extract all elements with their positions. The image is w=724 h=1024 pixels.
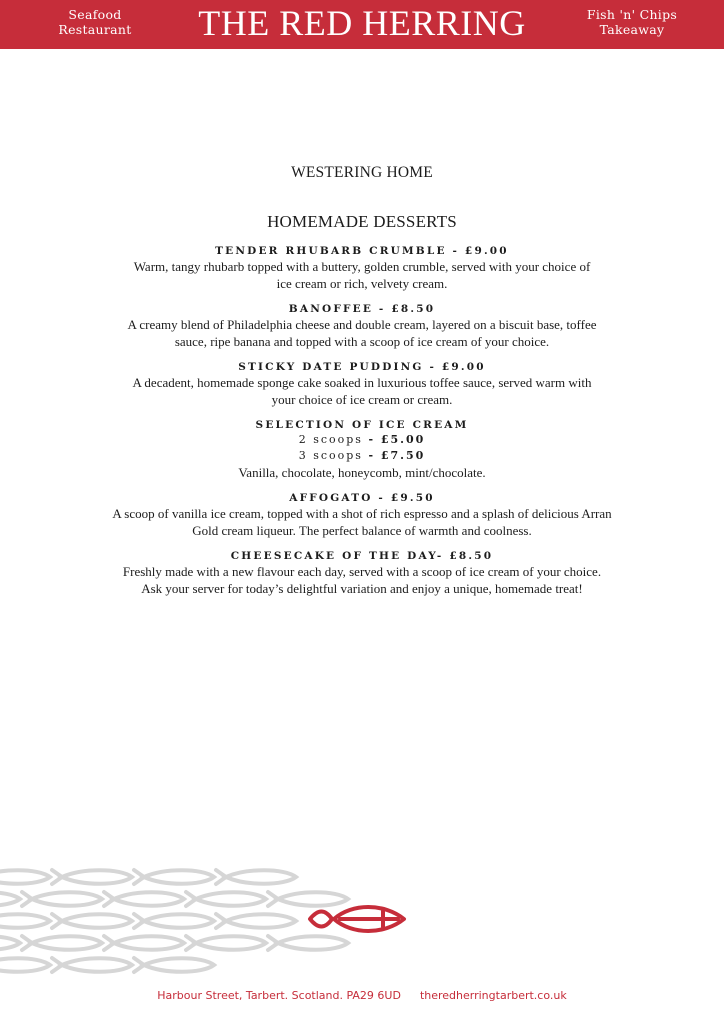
menu-item-rhubarb-crumble [0,244,724,292]
gray-fish-icon [52,958,132,972]
gray-fish-icon [0,958,50,972]
menu-item-description [0,464,724,481]
scoop-option-price: - £7.50 [368,449,426,462]
scoop-option-label: 3 scoops [298,449,363,462]
description-line: Vanilla, chocolate, honeycomb, mint/chocolate. [238,465,486,480]
gray-fish-icon [0,914,50,928]
restaurant-label [40,7,150,37]
description-line: A creamy blend of Philadelphia cheese and double cream, layered on a biscuit base, toffee [127,317,597,332]
description-line: ice cream or rich, velvety cream. [276,276,448,291]
section-title: WESTERING HOME [291,164,433,181]
gray-fish-icon [104,892,184,906]
menu-item-banoffee [0,302,724,350]
footer-website[interactable]: theredherringtarbert.co.uk [419,989,567,1002]
restaurant-label-line2: Restaurant [58,22,132,37]
menu-item-name: SELECTION OF ICE CREAM [255,419,469,431]
description-line: Gold cream liqueur. The perfect balance of warmth and coolness. [192,523,532,538]
menu-item-name: STICKY DATE PUDDING - £9.00 [238,361,486,373]
footer-address: Harbour Street, Tarbert. Scotland. PA29 6UD [157,989,401,1002]
gray-fish-icon [104,936,184,950]
menu-item-sticky-date-pudding [0,360,724,408]
menu-item-ice-cream [0,418,724,481]
menu-item-name: AFFOGATO - £9.50 [289,492,435,504]
scoop-option [0,448,724,464]
description-line: your choice of ice cream or cream. [271,392,453,407]
gray-fish-icon [22,936,102,950]
description-line: Warm, tangy rhubarb topped with a buttery, golden crumble, served with your choice of [133,259,591,274]
menu-item-description [0,374,724,408]
scoop-option [0,432,724,448]
takeaway-label-line2: Takeaway [599,22,665,37]
dessert-menu [0,162,724,597]
menu-item-name: BANOFFEE - £8.50 [288,303,436,315]
gray-fish-icon [0,936,20,950]
gray-fish-icon [216,870,296,884]
brand-title: THE RED HERRING [198,3,526,43]
gray-fish-icon [0,870,50,884]
description-line: A decadent, homemade sponge cake soaked in luxurious toffee sauce, served warm with [132,375,592,390]
gray-fish-icon [52,870,132,884]
footer [0,988,724,1004]
gray-fish-icon [22,892,102,906]
gray-fish-icon [268,936,348,950]
description-line: Freshly made with a new flavour each day, served with a scoop of ice cream of your choice. [122,564,602,579]
header-banner [0,0,724,49]
scoop-option-label: 2 scoops [298,433,363,446]
gray-fish-icon [268,892,348,906]
description-line: sauce, ripe banana and topped with a scoop of ice cream of your choice. [174,334,550,349]
gray-fish-icon [134,958,214,972]
gray-fish-icon [52,914,132,928]
gray-fish-icon [216,914,296,928]
red-fish-icon [310,907,404,931]
scoop-option-price: - £5.00 [368,433,426,446]
gray-fish-icon [186,892,266,906]
menu-item-name: CHEESECAKE OF THE DAY- £8.50 [230,550,494,562]
gray-fish-icon [134,914,214,928]
menu-item-description [0,563,724,597]
gray-fish-icon [134,870,214,884]
menu-item-cheesecake [0,549,724,597]
menu-item-description [0,258,724,292]
takeaway-label [578,7,686,37]
takeaway-label-line1: Fish 'n' Chips [586,7,678,22]
gray-fish-icon [0,892,20,906]
menu-item-affogato [0,491,724,539]
fish-pattern-icon [0,855,724,980]
description-line: A scoop of vanilla ice cream, topped with a shot of rich espresso and a splash of delicious Arran [112,506,612,521]
description-line: Ask your server for today’s delightful variation and enjoy a unique, homemade treat! [141,581,583,596]
menu-item-description [0,316,724,350]
menu-item-description [0,505,724,539]
gray-fish-icon [186,936,266,950]
menu-item-name: TENDER RHUBARB CRUMBLE - £9.00 [215,245,509,257]
category-title: HOMEMADE DESSERTS [267,212,457,231]
restaurant-label-line1: Seafood [68,7,122,22]
